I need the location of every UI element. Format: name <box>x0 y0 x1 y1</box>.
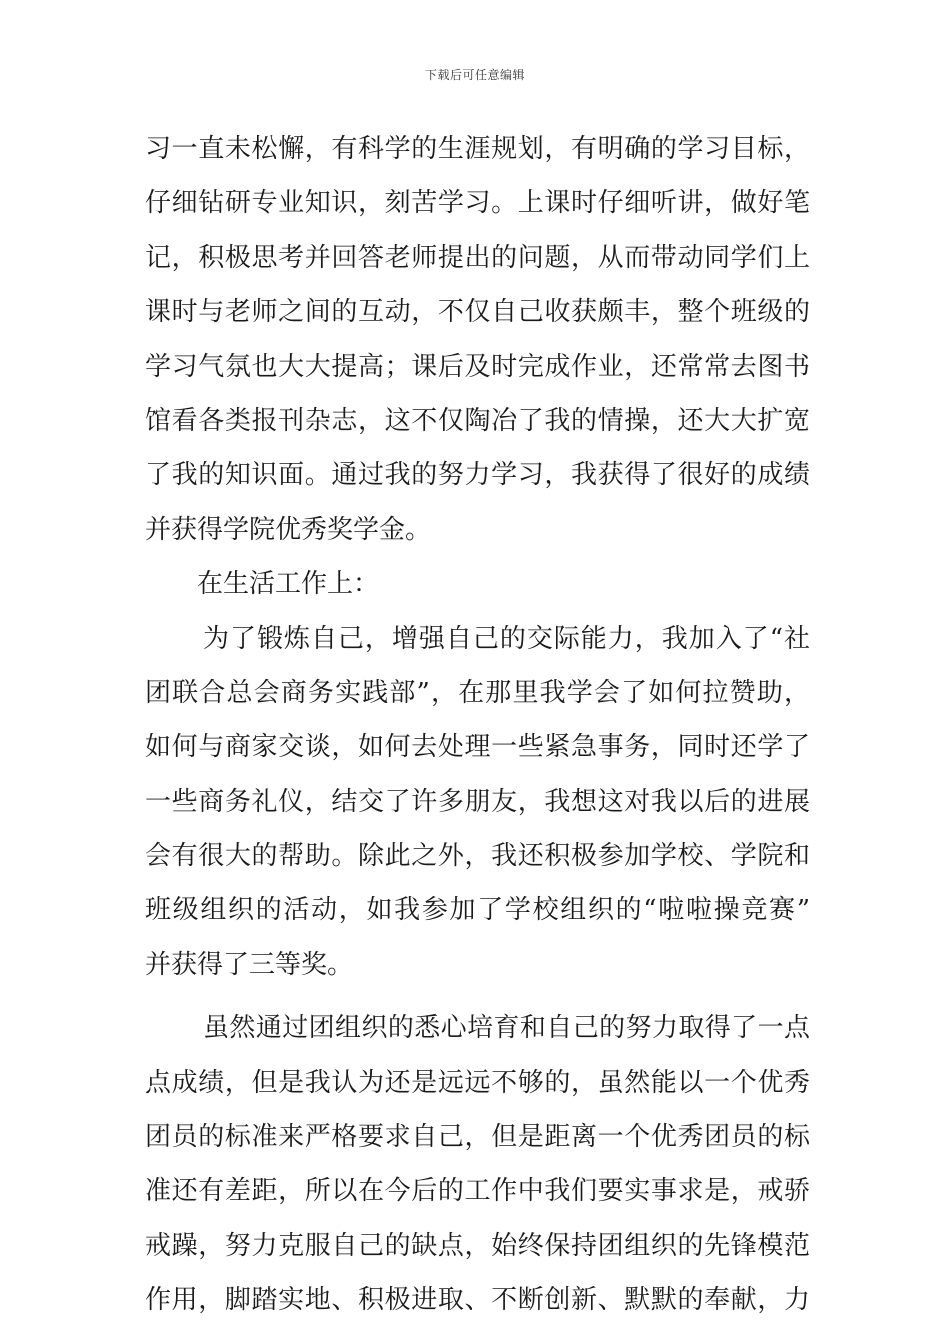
text-line: 并获得学院优秀奖学金。 <box>145 514 432 545</box>
text-line: 如何与商家交谈，如何去处理一些紧急事务，同时还学了 <box>145 732 810 763</box>
text-line: 了我的知识面。通过我的努力学习，我获得了很好的成绩 <box>145 460 810 491</box>
text-line: 班级组织的活动，如我参加了学校组织的“啦啦操竞赛” <box>145 895 810 926</box>
text-line: 为了锻炼自己，增强自己的交际能力，我加入了“社 <box>203 623 810 654</box>
text-line: 记，积极思考并回答老师提出的问题，从而带动同学们上 <box>145 242 810 273</box>
text-line: 会有很大的帮助。除此之外，我还积极参加学校、学院和 <box>145 841 810 872</box>
paragraph-gap <box>145 992 810 1001</box>
text-line: 点成绩，但是我认为还是远远不够的，虽然能以一个优秀 <box>145 1067 810 1098</box>
text-line: 馆看各类报刊杂志，这不仅陶冶了我的情操，还大大扩宽 <box>145 405 810 436</box>
text-line: 课时与老师之间的互动，不仅自己收获颇丰，整个班级的 <box>145 297 810 328</box>
text-line: 团员的标准来严格要求自己，但是距离一个优秀团员的标 <box>145 1122 810 1153</box>
page-header: 下载后可任意编辑 <box>424 68 525 82</box>
section-heading-life-work <box>145 557 810 611</box>
text-line: 一些商务礼仪，结交了许多朋友，我想这对我以后的进展 <box>145 786 810 817</box>
text-line: 虽然通过团组织的悉心培育和自己的努力取得了一点 <box>203 1013 810 1044</box>
text-line: 习一直未松懈，有科学的生涯规划，有明确的学习目标， <box>145 134 810 164</box>
paragraph-conclusion <box>145 1001 810 1327</box>
text-line: 学习气氛也大大提高；课后及时完成作业，还常常去图书 <box>145 351 810 382</box>
document-body <box>145 122 810 1328</box>
text-line: 准还有差距，所以在今后的工作中我们要实事求是，戒骄 <box>145 1176 810 1207</box>
paragraph-social <box>145 612 810 993</box>
text-line: 仔细钻研专业知识，刻苦学习。上课时仔细听讲，做好笔 <box>145 188 810 219</box>
text-line: 团联合总会商务实践部”，在那里我学会了如何拉赞助， <box>145 677 810 708</box>
text-line: 并获得了三等奖。 <box>145 949 354 980</box>
text-line: 在生活工作上： <box>197 569 380 600</box>
text-line: 戒躁，努力克服自己的缺点，始终保持团组织的先锋模范 <box>145 1230 810 1261</box>
paragraph-study <box>145 122 810 557</box>
text-line: 作用，脚踏实地、积极进取、不断创新、默默的奉献，力 <box>145 1285 810 1316</box>
